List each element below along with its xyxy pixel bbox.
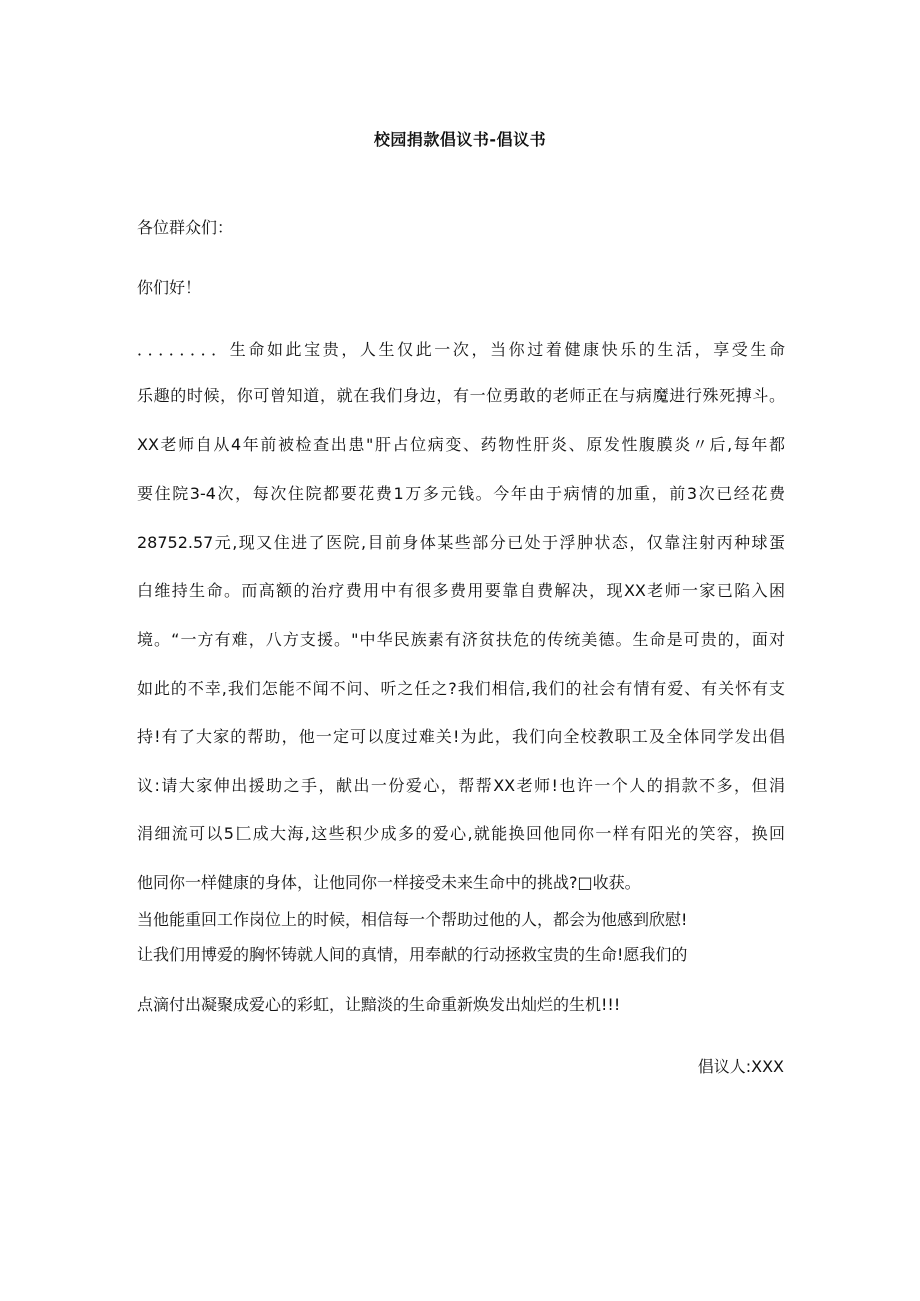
body-line: 让我们用博爱的胸怀铸就人间的真情，用奉献的行动拯救宝贵的生命!愿我们的 (137, 945, 688, 964)
document-title: 校园捐款倡议书-倡议书 (373, 130, 547, 149)
salutation: 各位群众们： (137, 218, 234, 237)
body-line: 白维持生命。而高额的治疗费用中有很多费用要靠自费解决，现XX老师一家已陷入困 (137, 581, 785, 600)
signature: 倡议人:XXX (697, 1057, 784, 1076)
body-line: ．．．．．．．．生命如此宝贵，人生仅此一次，当你过着健康快乐的生活，享受生命 (137, 340, 785, 359)
greeting: 你们好！ (137, 278, 202, 297)
body-line: 境。“一方有难，八方支援。"中华民族素有济贫扶危的传统美德。生命是可贵的，面对 (137, 630, 785, 649)
body-line: 他同你一样健康的身体，让他同你一样接受未来生命中的挑战?□收获。 (137, 873, 641, 892)
body-line: 涓细流可以5匚成大海,这些积少成多的爱心,就能换回他同你一样有阳光的笑容，换回 (137, 824, 785, 843)
body-line: 当他能重回工作岗位上的时候，相信每一个帮助过他的人，都会为他感到欣慰! (137, 910, 688, 929)
body-line: 乐趣的时候，你可曾知道，就在我们身边，有一位勇敢的老师正在与病魔进行殊死搏斗。 (137, 386, 785, 405)
body-line: 如此的不幸,我们怎能不闻不问、听之任之?我们相信,我们的社会有情有爱、有关怀有支 (137, 679, 785, 698)
body-line: 点滴付出凝聚成爱心的彩虹，让黯淡的生命重新焕发出灿烂的生机!!! (137, 995, 621, 1014)
body-line: 要住院3-4次，每次住院都要花费1万多元钱。今年由于病情的加重，前3次已经花费 (137, 484, 785, 503)
body-line: 议:请大家伸出援助之手，献出一份爱心，帮帮XX老师!也许一个人的捐款不多，但涓 (137, 776, 785, 795)
body-line: XX老师自从4年前被检查出患"肝占位病变、药物性肝炎、原发性腹膜炎〃后,每年都 (137, 435, 785, 454)
body-line: 持!有了大家的帮助，他一定可以度过难关!为此，我们向全校教职工及全体同学发出倡 (137, 727, 785, 746)
body-line: 28752.57元,现又住进了医院,目前身体某些部分已处于浮肿状态，仅靠注射丙种球蛋 (137, 533, 785, 552)
